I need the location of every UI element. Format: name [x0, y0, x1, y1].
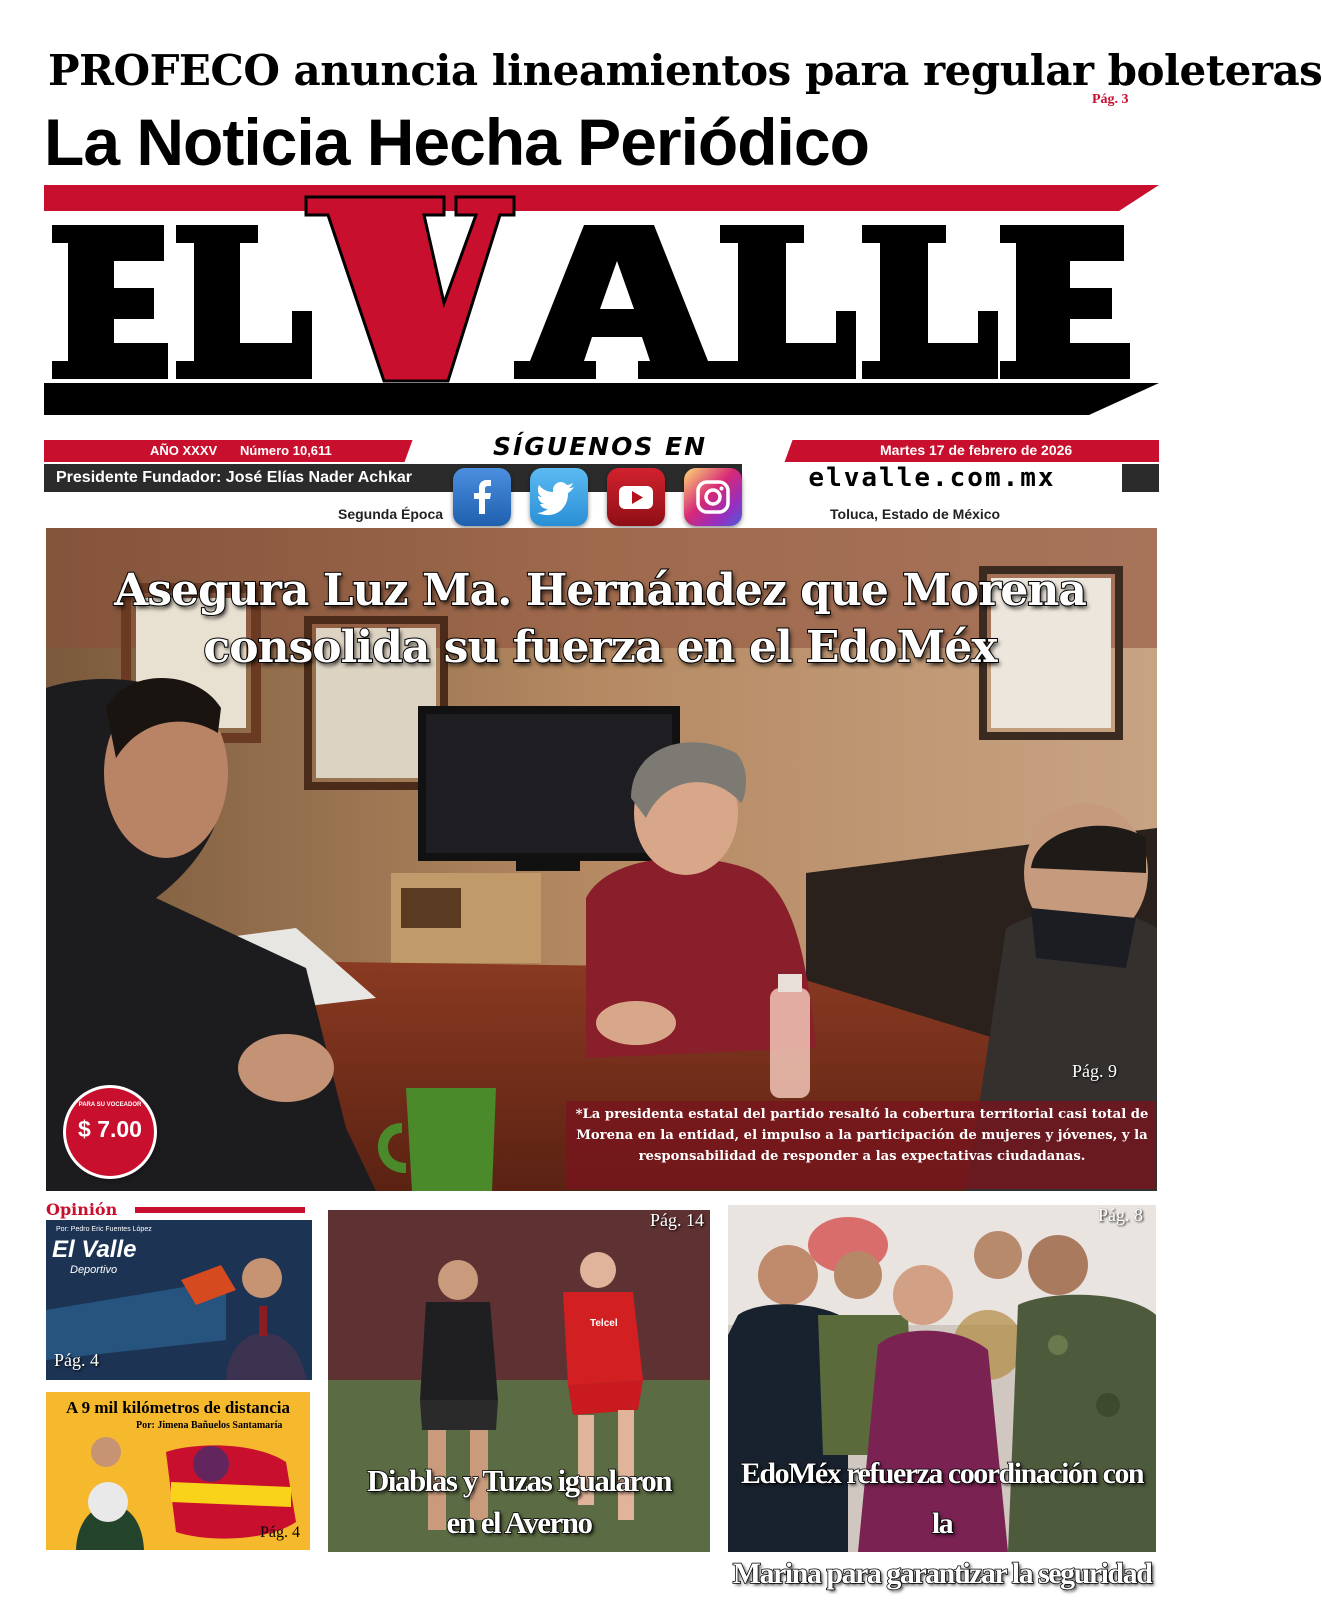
sports-story-title [328, 1460, 710, 1544]
location-label: Toluca, Estado de México [830, 506, 1001, 522]
issue-date: Martes 17 de febrero de 2026 [880, 442, 1073, 458]
opinion-column1-title: El Valle [52, 1236, 137, 1263]
security-story-title [728, 1449, 1156, 1599]
opinion-column-distance[interactable] [46, 1392, 310, 1550]
main-story-title-line2: consolida su fuerza en el EdoMéx [203, 622, 997, 673]
opinion-column2-page: Pág. 4 [260, 1524, 300, 1541]
facebook-icon[interactable] [453, 468, 511, 526]
main-story-page: Pág. 9 [1072, 1061, 1117, 1081]
price-value: $ 7.00 [78, 1116, 142, 1142]
year-label: AÑO XXXV [150, 443, 218, 458]
youtube-icon[interactable] [607, 468, 665, 526]
security-story[interactable] [728, 1205, 1156, 1590]
opinion-rule [135, 1207, 305, 1213]
sports-story-title-line1: Diablas y Tuzas igualaron [367, 1463, 671, 1498]
price-badge [66, 1088, 154, 1176]
tagline: La Noticia Hecha Periódico [44, 105, 869, 179]
founder-label: Presidente Fundador: José Elías Nader Achkar [56, 469, 412, 486]
security-story-title-line1: EdoMéx refuerza coordinación con la [740, 1457, 1144, 1540]
follow-us-label: SÍGUENOS EN [492, 432, 708, 461]
masthead-logo [44, 185, 1159, 427]
opinion-label: Opinión [46, 1200, 118, 1219]
sports-story-title-line2: en el Averno [446, 1505, 592, 1540]
sports-story[interactable] [328, 1210, 710, 1552]
sports-story-page: Pág. 14 [650, 1210, 704, 1230]
epoch-label: Segunda Época [338, 506, 444, 522]
opinion-column2-title: A 9 mil kilómetros de distancia [66, 1398, 290, 1417]
opinion-column2-byline: Por: Jimena Bañuelos Santamaría [136, 1420, 283, 1431]
website-link[interactable]: elvalle.com.mx [808, 463, 1056, 493]
sports-jersey-text: Telcel [590, 1318, 618, 1329]
security-story-page: Pág. 8 [1098, 1205, 1143, 1225]
security-story-title-line2: Marina para garantizar la seguridad [732, 1557, 1152, 1590]
opinion-column-sports[interactable] [46, 1220, 312, 1380]
top-headline[interactable]: PROFECO anuncia lineamientos para regular boleteras [48, 46, 1322, 95]
opinion-column1-page: Pág. 4 [54, 1350, 99, 1370]
opinion-column1-byline: Por: Pedro Eric Fuentes López [56, 1226, 152, 1233]
price-label: PARA SU VOCEADOR [78, 1102, 142, 1108]
main-story-title[interactable] [60, 562, 1140, 676]
main-story-title-line1: Asegura Luz Ma. Hernández que Morena [114, 565, 1086, 616]
opinion-column1-subtitle: Deportivo [70, 1264, 118, 1276]
main-story-caption: *La presidenta estatal del partido resaltó la cobertura territorial casi total de Morena en la entidad, el impulso a la participación de mujeres y jóvenes, y la responsabilidad de responder a las expectativas ciudadanas. [575, 1107, 1149, 1164]
instagram-icon[interactable] [684, 468, 742, 526]
issue-number: Número 10,611 [240, 443, 332, 458]
top-headline-page: Pág. 3 [1092, 92, 1129, 107]
twitter-icon[interactable] [530, 468, 588, 526]
